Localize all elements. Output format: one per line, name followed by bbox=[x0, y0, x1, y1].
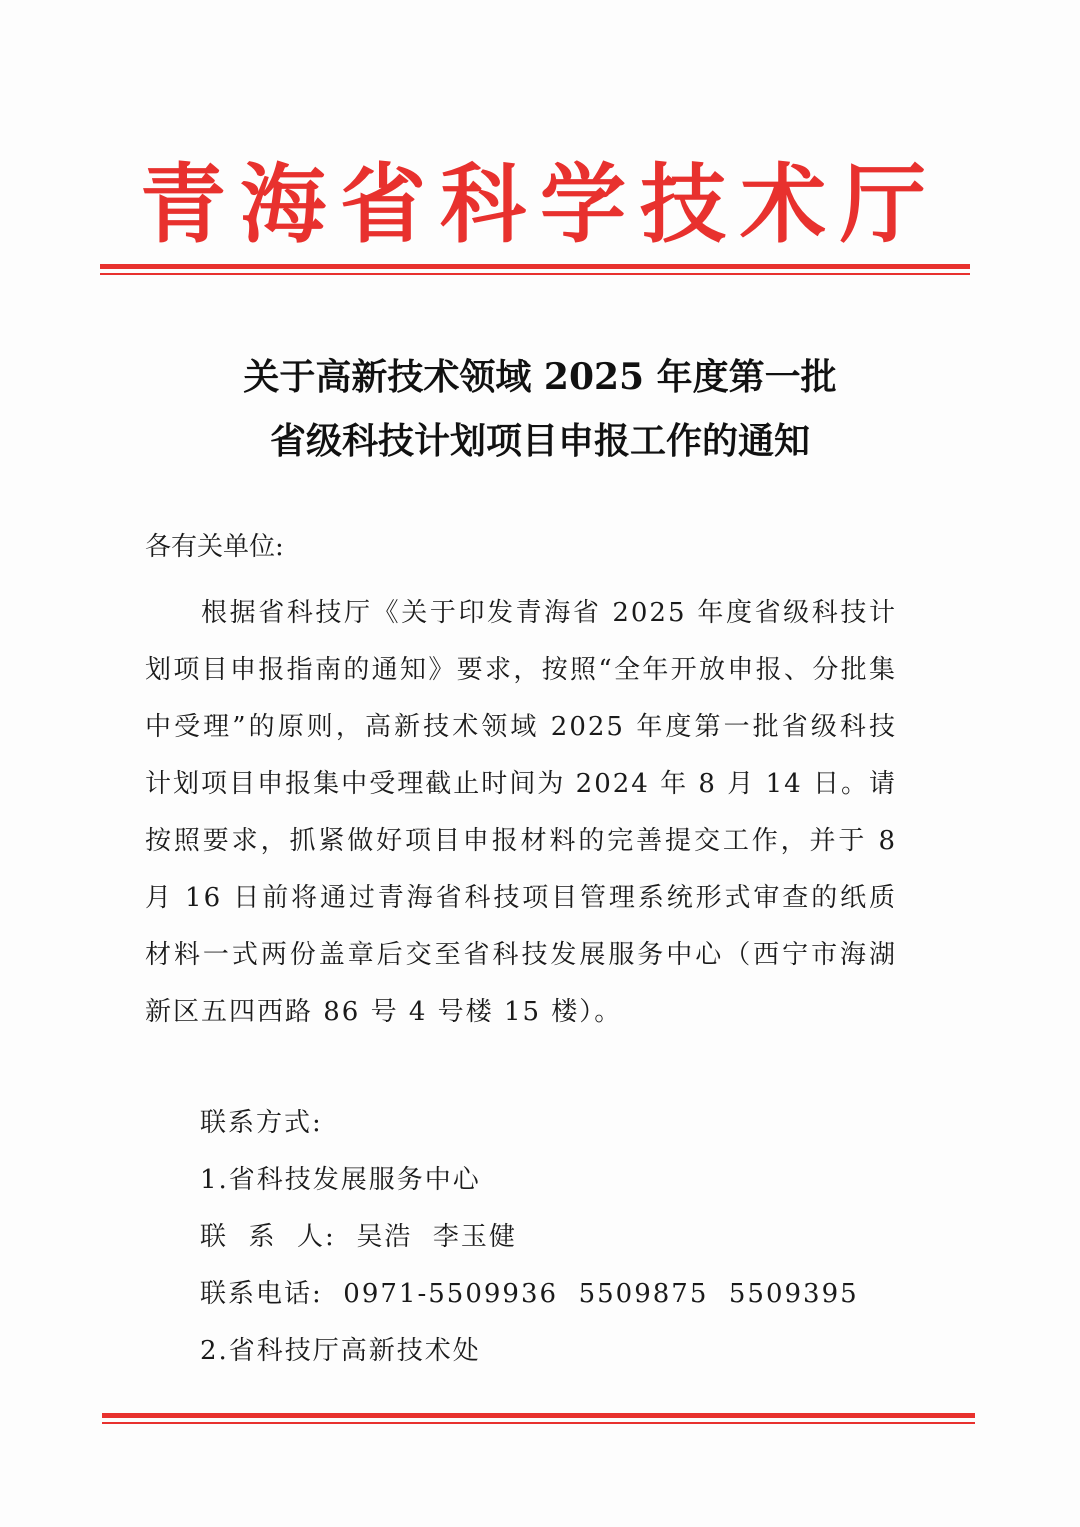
masthead-org-name: 青海省科学技术厅 bbox=[140, 154, 940, 255]
title-line-1: 关于高新技术领域 2025 年度第一批 bbox=[243, 356, 837, 398]
masthead-red-rule bbox=[100, 264, 970, 275]
contact-item-2: 2.省科技厅高新技术处 bbox=[200, 1336, 481, 1366]
body-paragraph: 根据省科技厅《关于印发青海省 2025 年度省级科技计划项目申报指南的通知》要求，按照“全年开放申报、分批集中受理”的原则，高新技术领域 2025 年度第一批省级科技计划项目申报集中受理截止时间为 2024 年 8 月 14 日。请按照要求，抓紧做好项目申报材料的完善提交工作，并于 8 月 16 日前将通过青海省科技项目管理系统形式审查的纸质材料一式两份盖章后交至省科技发展服务中心（西宁市海湖新区五四西路 86 号 4 号楼 15 楼）。 bbox=[145, 598, 897, 1027]
contact-heading: 联系方式: bbox=[200, 1108, 323, 1138]
contact-phone: 联系电话: 0971-5509936 5509875 5509395 bbox=[200, 1279, 859, 1309]
red-rule-thick bbox=[100, 264, 970, 269]
red-rule-thin bbox=[100, 273, 970, 275]
footer-red-rule bbox=[102, 1413, 975, 1424]
document-title bbox=[100, 345, 980, 473]
title-line-2: 省级科技计划项目申报工作的通知 bbox=[269, 420, 810, 462]
footer-rule-thick bbox=[102, 1413, 975, 1418]
footer-rule-thin bbox=[102, 1422, 975, 1424]
addressee: 各有关单位: bbox=[145, 532, 284, 562]
contact-person: 联 系 人: 吴浩 李玉健 bbox=[200, 1222, 517, 1252]
contact-item-1: 1.省科技发展服务中心 bbox=[200, 1165, 481, 1195]
contact-section bbox=[200, 1095, 859, 1380]
